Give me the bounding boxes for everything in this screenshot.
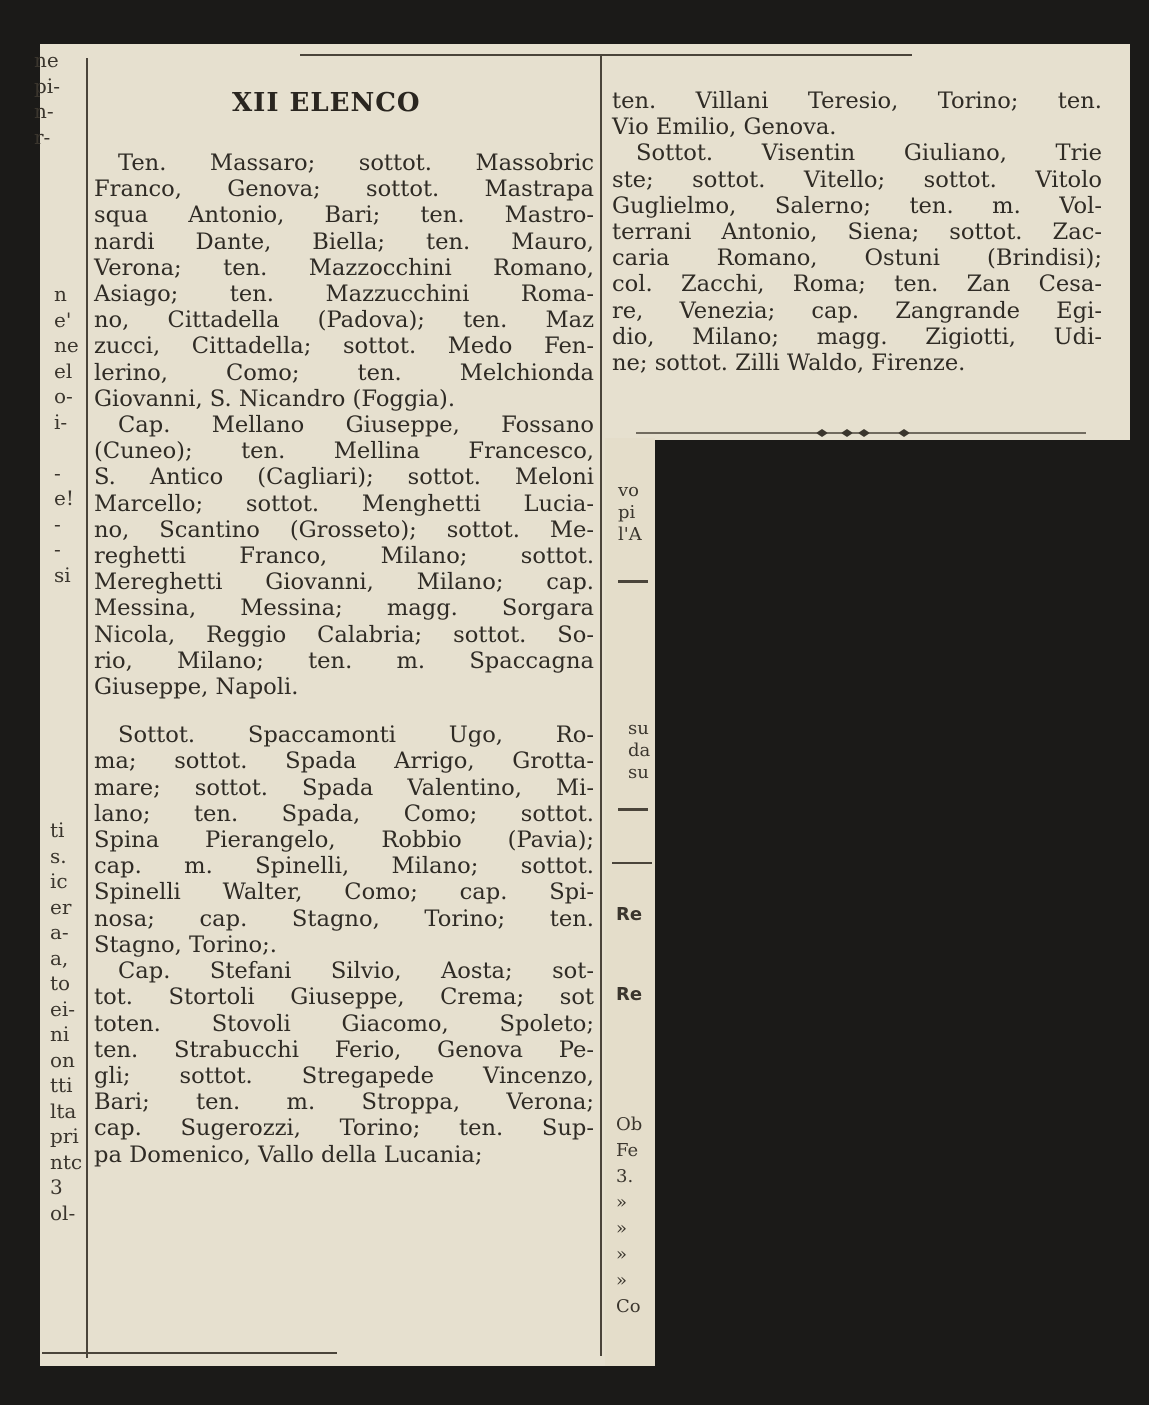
text-line: terrani Antonio, Siena; sottot. Zac- [612,219,1102,246]
fragment-text: tti [50,1073,73,1097]
text-line: cap. Sugerozzi, Torino; ten. Sup- [94,1115,594,1142]
left-margin-fragments-top [34,48,60,150]
text-line: zucci, Cittadella; sottot. Medo Fen- [94,333,594,360]
text-line: ma; sottot. Spada Arrigo, Grotta- [94,748,594,775]
fragment-text: ni [50,1022,70,1046]
fragment-text: ntc [50,1149,83,1174]
fragment-text: ne [54,333,79,357]
text-line: ten. Villani Teresio, Torino; ten. [612,88,1102,114]
fragment-text: el [54,358,73,383]
text-line: ne; sottot. Zilli Waldo, Firenze. [612,350,966,377]
left-margin-fragments-bottom [50,818,82,1226]
fragment-text: - [54,511,61,536]
text-line: Ten. Massaro; sottot. Massobric [118,150,594,176]
text-line: caria Romano, Ostuni (Brindisi); [612,245,1102,272]
text-line: Mereghetti Giovanni, Milano; cap. [94,569,594,596]
fragment-text: ti [50,818,65,842]
fragment-text: Ob [616,1114,643,1135]
fragment-text: ne [34,48,59,72]
text-line: Spinelli Walter, Como; cap. Spi- [94,879,594,906]
text-line: S. Antico (Cagliari); sottot. Meloni [94,464,594,491]
text-line: Vio Emilio, Genova. [612,114,837,141]
fragment-text: s. [50,843,67,868]
text-line: Spina Pierangelo, Robbio (Pavia); [94,827,594,854]
right-strip-fragments-lower [616,1112,642,1320]
fragment-text: pri [50,1124,79,1148]
text-line: no, Cittadella (Padova); ten. Maz [94,307,594,334]
text-line: lano; ten. Spada, Como; sottot. [94,800,594,827]
text-line: Asiago; ten. Mazzucchini Roma- [94,281,594,308]
fragment-text: pi- [34,73,60,98]
fragment-text: a- [50,920,69,944]
right-strip-label-2: Re [616,984,643,1005]
fragment-text: ic [50,869,68,893]
text-line: cap. m. Spinelli, Milano; sottot. [94,853,594,880]
paragraph [94,412,594,700]
fragment-text: su [628,762,649,783]
paragraph [612,140,1102,376]
text-line: Cap. Mellano Giuseppe, Fossano [118,412,594,439]
text-line: Sottot. Spaccamonti Ugo, Ro- [118,722,594,749]
top-rule [300,54,912,56]
strip-rule-3 [612,862,652,864]
right-strip-fragments-middle [628,718,650,784]
strip-rule-2 [618,808,648,811]
fragment-text [54,435,79,461]
article-title: XII ELENCO [232,88,421,118]
text-line: Messina, Messina; magg. Sorgara [94,595,594,622]
fragment-text: » [616,1270,628,1291]
fragment-text: l'A [618,524,642,545]
fragment-text: su [628,718,649,739]
text-line: reghetti Franco, Milano; sottot. [94,543,594,570]
fragment-text: n [54,282,67,306]
text-line: tot. Stortoli Giuseppe, Crema; sot [94,984,594,1011]
fragment-text: r- [34,124,51,149]
fragment-text: - [54,460,61,485]
text-line: pa Domenico, Vallo della Lucania; [94,1141,483,1168]
text-line: Giuseppe, Napoli. [94,674,299,701]
text-line: re, Venezia; cap. Zangrande Egi- [612,297,1102,324]
text-line: ten. Strabucchi Ferio, Genova Pe- [94,1036,594,1063]
fragment-text: ei- [50,996,75,1021]
text-line: Verona; ten. Mazzocchini Romano, [94,254,594,281]
fragment-text: er [50,894,72,919]
text-line: Bari; ten. m. Stroppa, Verona; [94,1089,594,1116]
paragraph [94,722,594,958]
ornament-divider [636,426,1086,440]
fragment-text: i- [54,409,68,434]
text-line: Stagno, Torino;. [94,931,277,958]
text-line: squa Antonio, Bari; ten. Mastro- [94,202,594,229]
fragment-text: Co [616,1296,641,1317]
fragment-text: lta [50,1098,77,1123]
fragment-text: » [616,1192,628,1213]
fragment-text: ol- [50,1200,76,1225]
fragment-text: 3 [50,1175,63,1199]
fragment-text: e! [54,486,74,510]
fragment-text: 3. [616,1166,634,1187]
text-line: ste; sottot. Vitello; sottot. Vitolo [612,166,1102,193]
fragment-text: on [50,1047,75,1072]
left-margin-fragments-middle [54,282,79,588]
text-line: dio, Milano; magg. Zigiotti, Udi- [612,323,1102,350]
text-line: col. Zacchi, Roma; ten. Zan Cesa- [612,271,1102,298]
fragment-text: to [50,971,71,995]
text-line: no, Scantino (Grosseto); sottot. Me- [94,516,594,543]
article-column-1 [94,150,594,1168]
fragment-text: - [54,537,61,561]
fragment-text: » [616,1218,628,1239]
text-line: gli; sottot. Stregapede Vincenzo, [94,1062,594,1089]
paragraph [94,958,594,1168]
right-strip-label-1: Re [616,904,643,925]
fragment-text: pi [618,502,636,523]
fragment-text: o- [54,384,73,408]
fragment-text: e' [54,307,72,332]
text-line: Nicola, Reggio Calabria; sottot. So- [94,621,594,648]
fragment-text: da [628,740,651,761]
fragment-text: vo [618,480,640,501]
text-line: mare; sottot. Spada Valentino, Mi- [94,774,594,801]
text-line: Marcello; sottot. Menghetti Lucia- [94,490,594,517]
text-line: Guglielmo, Salerno; ten. m. Vol- [612,192,1102,219]
fragment-text: Fe [616,1140,639,1161]
right-strip-fragments-upper [618,480,642,546]
text-line: toten. Stovoli Giacomo, Spoleto; [94,1010,594,1037]
strip-rule-1 [618,580,648,583]
text-line: rio, Milano; ten. m. Spaccagna [94,647,594,674]
bottom-rule [42,1352,337,1354]
text-line: Franco, Genova; sottot. Mastrapa [94,176,594,203]
text-line: nardi Dante, Biella; ten. Mauro, [94,228,594,255]
text-line: Giovanni, S. Nicandro (Foggia). [94,385,456,412]
fragment-text: a, [50,945,69,970]
text-line: Cap. Stefani Silvio, Aosta; sot- [118,958,594,985]
text-line: nosa; cap. Stagno, Torino; ten. [94,905,594,932]
column-separator-left [86,58,88,1358]
fragment-text: n- [34,99,54,123]
text-line: Sottot. Visentin Giuliano, Trie [636,140,1102,167]
article-column-2 [612,88,1102,376]
text-line: lerino, Como; ten. Melchionda [94,359,594,386]
column-separator-middle [600,56,602,1356]
paragraph [94,150,594,412]
paragraph [612,88,1102,140]
text-line: (Cuneo); ten. Mellina Francesco, [94,438,594,465]
fragment-text: » [616,1244,628,1265]
fragment-text: si [54,562,71,587]
